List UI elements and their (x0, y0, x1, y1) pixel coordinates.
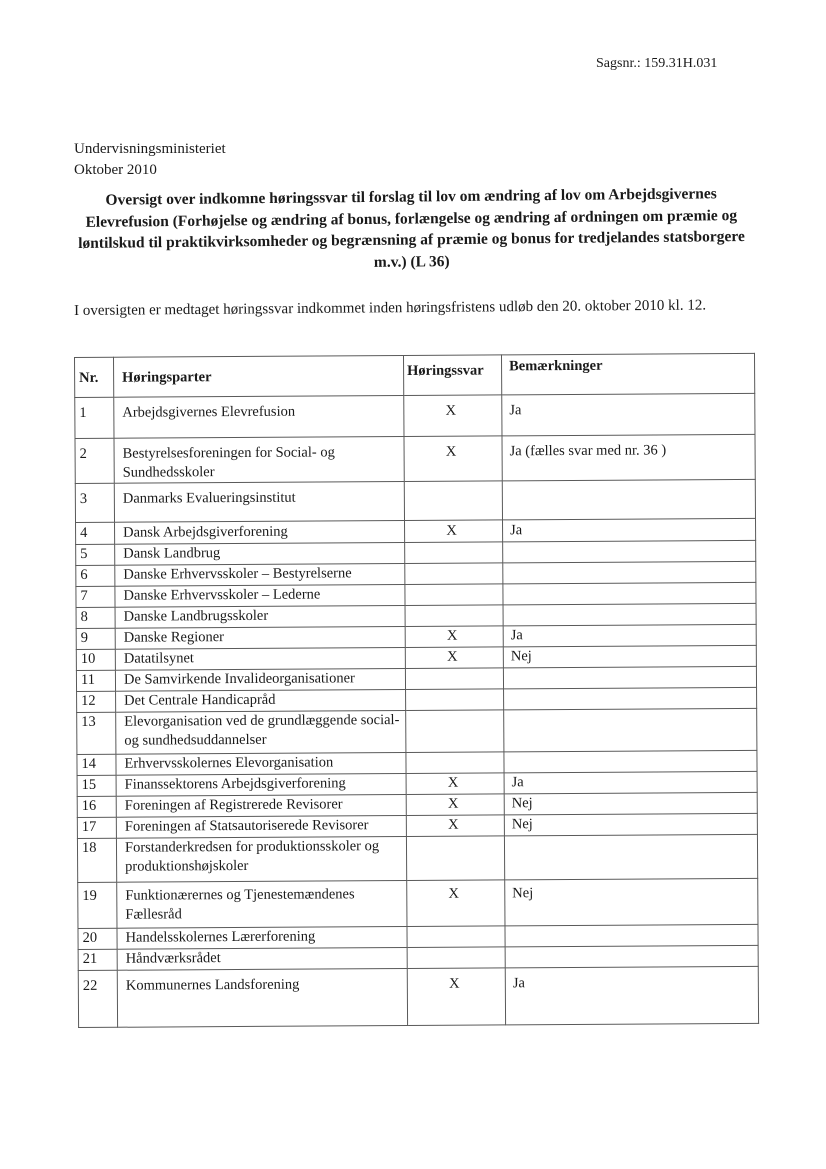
row-response-mark: X (405, 520, 503, 543)
document-title: Oversigt over indkomne høringssvar til forslag til lov om ændring af lov om Arbejdsgivernes Elevrefusion (Forhøjelse og ændring af bonus, forlængelse og ændring af ordningen om præmie og løntilskud til praktikvirksomheder og begrænsning af præmie og bonus for tredjelandes statsborgere m.v.) (L 36) (78, 185, 745, 271)
row-remark: Nej (504, 813, 757, 836)
row-number: 9 (76, 628, 115, 649)
row-party: Erhvervsskolernes Elevorganisation (116, 752, 406, 775)
row-response-mark (407, 926, 505, 948)
table-row (75, 434, 755, 483)
row-remark: Ja (fælles svar med nr. 36 ) (502, 434, 755, 481)
row-remark: Nej (503, 645, 756, 668)
table-row (77, 708, 757, 754)
row-remark (503, 603, 756, 626)
row-remark (503, 582, 756, 605)
row-party: Håndværksrådet (117, 947, 407, 970)
row-response-mark: X (406, 794, 504, 816)
row-party: De Samvirkende Invalideorganisationer (115, 668, 405, 691)
row-party: Forstanderkredsen for produktionsskoler og produktionshøjskoler (116, 836, 406, 882)
row-number: 19 (78, 882, 117, 928)
row-number: 16 (77, 796, 116, 817)
row-remark: Nej (505, 878, 758, 926)
row-response-mark: X (404, 436, 502, 482)
row-remark (504, 687, 757, 710)
row-number: 22 (78, 970, 117, 1027)
row-number: 8 (76, 607, 115, 628)
row-remark: Ja (505, 966, 758, 1025)
row-response-mark: X (406, 815, 504, 837)
row-party: Danske Regioner (115, 626, 405, 649)
row-party: Dansk Landbrug (115, 542, 405, 565)
row-response-mark: X (406, 773, 504, 795)
row-party: Handelsskolernes Lærerforening (117, 926, 407, 949)
row-party: Funktionærernes og Tjenestemændenes Fællesråd (117, 880, 407, 928)
row-remark (504, 834, 757, 880)
row-remark (505, 924, 758, 947)
table-row (75, 393, 755, 438)
row-number: 3 (75, 483, 114, 522)
row-party: Foreningen af Registrerede Revisorer (116, 794, 406, 817)
row-party: Danske Erhvervsskoler – Lederne (115, 584, 405, 607)
row-party: Det Centrale Handicapråd (116, 689, 406, 712)
table-row (78, 878, 758, 928)
row-number: 7 (76, 586, 115, 607)
row-number: 21 (78, 949, 117, 970)
row-party: Elevorganisation ved de grundlæggende social- og sundhedsuddannelser (116, 710, 406, 754)
row-number: 5 (76, 544, 115, 565)
row-number: 1 (75, 397, 114, 438)
row-number: 17 (77, 817, 116, 838)
row-remark: Ja (503, 624, 756, 647)
header-response: Høringssvar (403, 355, 501, 396)
row-number: 20 (78, 928, 117, 949)
row-remark (504, 750, 757, 773)
row-response-mark (405, 584, 503, 606)
row-response-mark (405, 605, 503, 627)
row-party: Arbejdsgivernes Elevrefusion (114, 395, 404, 438)
table-row (78, 966, 758, 1027)
row-response-mark (405, 542, 503, 564)
row-response-mark: X (404, 395, 502, 437)
case-number: Sagsnr.: 159.31H.031 (596, 56, 718, 71)
row-number: 13 (77, 712, 116, 754)
row-response-mark (406, 752, 504, 774)
row-response-mark (405, 563, 503, 585)
header-nr: Nr. (75, 357, 114, 397)
row-number: 2 (75, 438, 114, 483)
row-party: Danske Landbrugsskoler (115, 605, 405, 628)
row-remark (502, 479, 755, 520)
document-date: Oktober 2010 (74, 162, 157, 178)
row-party: Dansk Arbejdsgiverforening (115, 520, 405, 544)
row-response-mark (406, 836, 504, 881)
row-remark (503, 561, 756, 584)
row-number: 10 (76, 649, 115, 670)
row-remark (505, 945, 758, 968)
table-body (75, 393, 759, 1027)
table-row (75, 479, 755, 522)
row-remark (503, 666, 756, 689)
row-number: 4 (76, 522, 115, 544)
row-party: Danmarks Evalueringsinstitut (114, 481, 404, 522)
row-remark (503, 540, 756, 563)
row-party: Kommunernes Landsforening (117, 968, 407, 1027)
header-parties: Høringsparter (114, 355, 404, 397)
row-response-mark (406, 710, 504, 753)
row-response-mark: X (407, 880, 505, 927)
ministry-name: Undervisningsministeriet (74, 141, 226, 157)
row-number: 15 (77, 775, 116, 796)
row-number: 6 (76, 565, 115, 586)
row-remark: Ja (503, 518, 756, 542)
row-response-mark: X (405, 626, 503, 648)
row-remark: Ja (504, 771, 757, 794)
hearing-table (74, 353, 759, 1028)
row-response-mark (405, 668, 503, 690)
row-response-mark (404, 481, 502, 521)
row-party: Datatilsynet (115, 647, 405, 670)
table-header-row (75, 353, 755, 397)
row-number: 18 (77, 838, 116, 882)
row-response-mark: X (407, 968, 505, 1026)
row-number: 12 (77, 691, 116, 712)
row-response-mark (406, 689, 504, 711)
row-number: 11 (76, 670, 115, 691)
row-party: Finanssektorens Arbejdsgiverforening (116, 773, 406, 796)
row-remark: Ja (502, 393, 755, 436)
row-remark (504, 708, 757, 752)
table-row (77, 834, 757, 882)
row-party: Foreningen af Statsautoriserede Revisorer (116, 815, 406, 838)
intro-paragraph: I oversigten er medtaget høringssvar indkommet inden høringsfristens udløb den 20. oktober 2010 kl. 12. (74, 297, 707, 319)
row-number: 14 (77, 754, 116, 775)
hearing-table-wrapper (74, 353, 759, 1028)
row-party: Bestyrelsesforeningen for Social- og Sundhedsskoler (114, 436, 404, 483)
row-remark: Nej (504, 792, 757, 815)
header-remarks: Bemærkninger (501, 353, 754, 395)
sender-block (74, 139, 226, 181)
row-response-mark: X (405, 647, 503, 669)
row-party: Danske Erhvervsskoler – Bestyrelserne (115, 563, 405, 586)
row-response-mark (407, 947, 505, 969)
